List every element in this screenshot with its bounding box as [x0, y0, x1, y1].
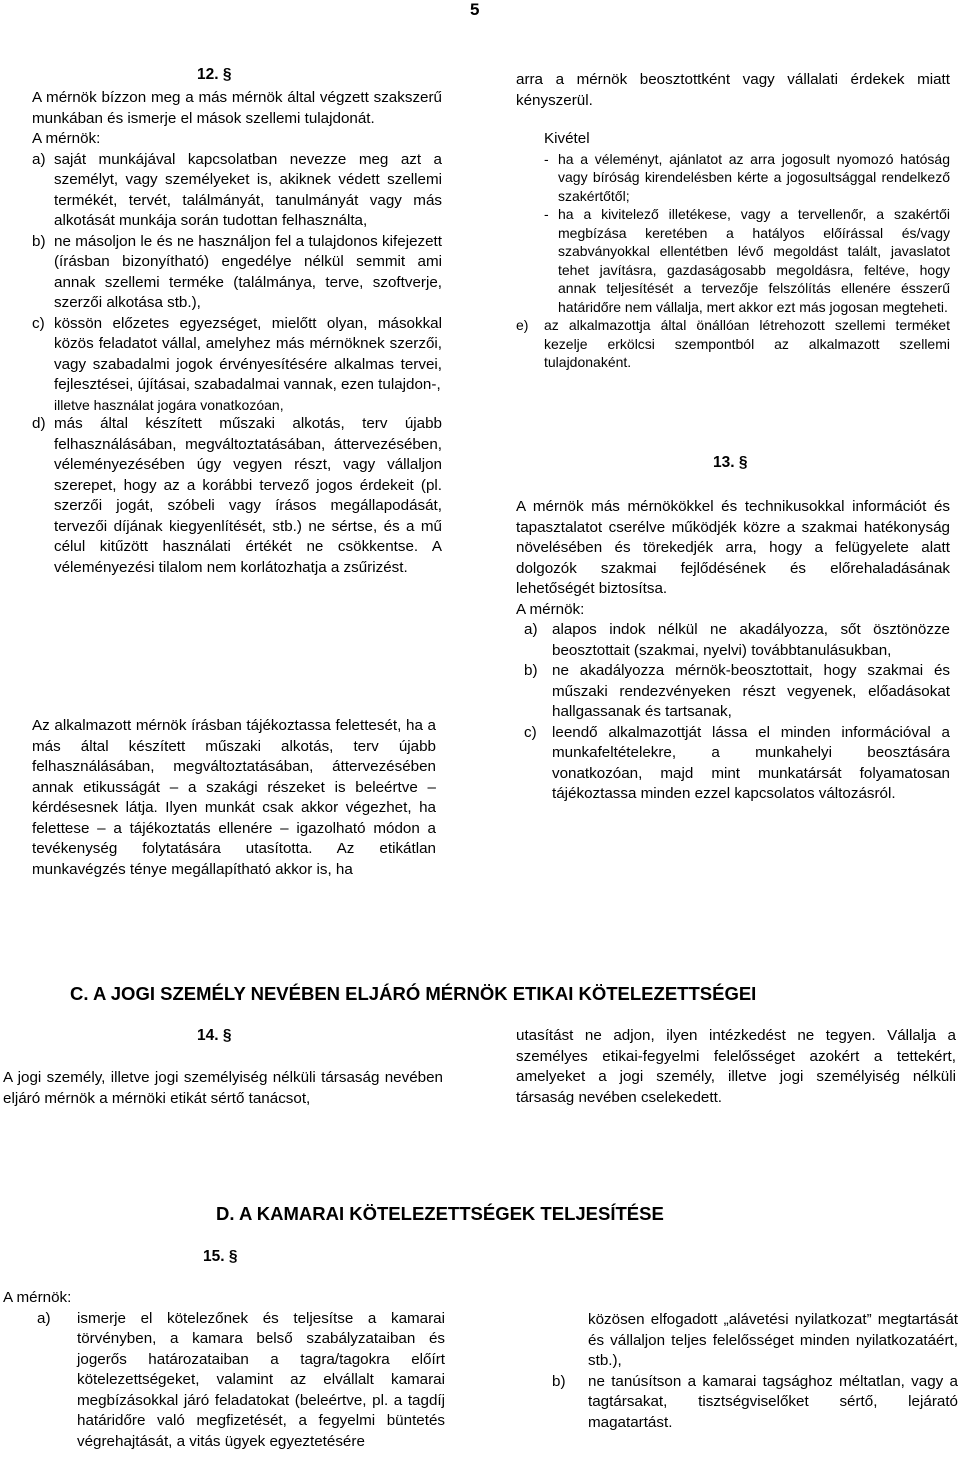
section-15-heading: 15. § [203, 1248, 238, 1265]
s15-item-a-continued-text: közösen elfogadott „alávetési nyilatkozat” megtartását és vállaljon teljes felelősséget minden nyilatkozatáért, stb.), [588, 1311, 958, 1369]
item-d-label: d) [32, 415, 46, 432]
section-15-item-a-continued [516, 1310, 958, 1372]
section-15-item-a [3, 1309, 445, 1453]
section-15-lead: A mérnök: [3, 1289, 72, 1306]
exception-title: Kivétel [544, 130, 590, 147]
item-d-text: más által készített műszaki alkotás, terv újabb felhasználásában, megváltoztatásában, áttervezésében, véleményezésében úgy vegyen részt, vagy vállaljon szerepet, hogy az a korábbi tervező jogos érdekeit (pl. szerzői jogát, szóbeli vagy írásos megállapodását, tervezői díjának kiegyenlítését, stb.) ne sértse, és a mű célul kitűzött használati értékét ne csökkentse. A véleményezési tilalom nem korlátozhatja a zsűrizést. [54, 415, 442, 576]
section-12-left-column [32, 88, 442, 578]
section-12-item-b [32, 232, 442, 314]
item-b-text: ne másoljon le és ne használjon fel a tulajdonos kifejezett (írásban bizonyítható) engedélye nélkül semmit ami annak szellemi terméke (találmánya, terve, szoftverje, szerzői alkotása stb.), [54, 232, 442, 311]
section-12-item-e [516, 316, 950, 372]
section-12-heading: 12. § [197, 66, 232, 83]
exception-item-1 [544, 150, 950, 206]
s15-item-b-text: ne tanúsítson a kamarai tagsághoz méltatlan, vagy a tagtársakat, tisztségviselőket sértő, lejárató magatartást. [588, 1372, 958, 1431]
s15-item-b-label: b) [552, 1372, 566, 1390]
section-15-left-column [3, 1288, 445, 1452]
s13-item-c-text: leendő alkalmazottját lássa el minden információval a munkafeltételekre, a munkahelyi beosztására vonatkozóan, majd mint munkatársát folyamatosan tájékoztassa minden ezzel kapcsolatos változásról. [552, 723, 950, 802]
item-e-label: e) [516, 317, 529, 333]
exception-item-2 [544, 205, 950, 316]
section-12-continuation: arra a mérnök beosztottként vagy vállalati érdekek miatt kényszerül. [516, 71, 950, 109]
section-13-lead: A mérnök: [516, 600, 585, 618]
s13-item-b-label: b) [524, 662, 538, 679]
item-a-text: saját munkájával kapcsolatban nevezze meg azt a személyt, vagy személyeket is, akiknek védett szellemi termékét, tervét, találmányát, tanulmányát vagy más alkotását munkája során tudottan felhasználta, [54, 150, 442, 229]
exception-1-text: ha a véleményt, ajánlatot az arra jogosult nyomozó hatóság vagy bíróság kirendelésben kérte a jogosultsággal rendelkező szakértőtől; [558, 150, 950, 204]
s15-item-a-label: a) [37, 1309, 51, 1327]
section-14-heading: 14. § [197, 1027, 232, 1044]
section-12-lead: A mérnök: [32, 130, 101, 147]
dash-2: - [544, 206, 549, 222]
section-15-right-column [516, 1310, 958, 1433]
item-c-text: kössön előzetes egyezséget, mielőtt olyan, másokkal közös feladatot vállal, amelyhez más mérnöknek szerzői, vagy szabadalmi jogok érvényesítésére alkalmas tervei, fejlesztései, újításai, szabadalmai vannak, ezen tulajdon-, [54, 314, 442, 393]
s13-item-a-label: a) [524, 621, 538, 638]
section-13-item-c [516, 723, 950, 805]
section-13-heading: 13. § [713, 454, 748, 471]
s13-item-a-text: alapos indok nélkül ne akadályozza, sőt ösztönözze beosztottait (szakmai, nyelvi) továbbtanulásukban, [552, 621, 950, 659]
section-14-right-text: utasítást ne adjon, ilyen intézkedést ne tegyen. Vállalja a személyes etikai-fegyelmi felelősséget azokért a tettekért, amelyeket a jogi személy, illetve jogi személyiség nélküli társaság nevében cselekedett. [516, 1027, 956, 1106]
section-15-item-b [516, 1372, 958, 1434]
item-c-text-continued: illetve használat jogára vonatkozóan, [54, 396, 284, 413]
s15-item-a-text: ismerje el kötelezőnek és teljesítse a kamarai törvényben, a kamara belső szabályzataiban és jogerős határozataiban a tagra/tagokra előírt kötelezettségeket, valamint az elvállalt kamarai megbízásokkal járó feladatokat (beleértve, pl. a tagdíj határidőre való megfizetését, a fegyelmi büntetés végrehajtását, a vitás ügyek egyeztetésére [77, 1309, 445, 1450]
page-number: 5 [470, 0, 480, 19]
section-12-item-c [32, 314, 442, 415]
section-13-intro: A mérnök más mérnökökkel és technikusokkal információt és tapasztalatot cserélve működjék közre a szakmai hatékonyság növelésében és törekedjék arra, hogy a felügyelete alatt dolgozók szakmai fejlődésének és előrehaladásának lehetőségét biztosítsa. [516, 498, 950, 597]
section-13-column [516, 497, 950, 805]
item-a-label: a) [32, 150, 46, 168]
item-c-label: c) [32, 314, 45, 332]
section-12-item-d [32, 414, 442, 578]
section-12-intro: A mérnök bízzon meg a más mérnök által végzett szakszerű munkában és ismerje el mások szellemi tulajdonát. [32, 89, 442, 127]
item-b-label: b) [32, 232, 46, 250]
dash-1: - [544, 150, 549, 167]
section-12-item-a [32, 150, 442, 232]
section-c-heading: C. A JOGI SZEMÉLY NEVÉBEN ELJÁRÓ MÉRNÖK ETIKAI KÖTELEZETTSÉGEI [70, 983, 757, 1004]
section-12-employee-paragraph: Az alkalmazott mérnök írásban tájékoztassa felettesét, ha a más által készített műszaki alkotás, terv újabb felhasználásában, megváltoztatásában, áttervezésében annak etikusságát – a szakági részeket is beleértve – kérdésesnek látja. Ilyen munkát csak akkor végezhet, ha felettese – a tájékoztatás ellenére – igazolható módon a tevékenység folytatására utasította. Az etikátlan munkavégzés ténye megállapítható akkor is, ha [32, 717, 436, 878]
section-12-right-column [516, 70, 950, 372]
s13-item-c-label: c) [524, 723, 537, 741]
section-13-item-b [516, 661, 950, 723]
section-14-left-text: A jogi személy, illetve jogi személyiség nélküli társaság nevében eljáró mérnök a mérnöki etikát sértő tanácsot, [3, 1069, 443, 1107]
section-d-heading: D. A KAMARAI KÖTELEZETTSÉGEK TELJESÍTÉSE [216, 1203, 664, 1224]
exception-2-text: ha a kivitelező illetékese, vagy a tervellenőr, a szakértői megbízása keretében a hatályos előírással és/vagy szabványokkal ellentétben lévő megoldást talált, javaslatot tehet javításra, gazdaságosabb megoldásra, feltéve, hogy annak teljesítését a tervezője felszólítás ellenére ésszerű határidőre nem vállalja, mert akkor ezt más jogosan megteheti. [558, 206, 950, 315]
section-13-item-a [516, 620, 950, 661]
s13-item-b-text: ne akadályozza mérnök-beosztottait, hogy szakmai és műszaki rendezvényeken részt vegyenek, előadásokat hallgassanak és tartsanak, [552, 662, 950, 720]
item-e-text: az alkalmazottja által önállóan létrehozott szellemi terméket kezelje erkölcsi szempontból az alkalmazott szellemi tulajdonaként. [544, 317, 950, 370]
